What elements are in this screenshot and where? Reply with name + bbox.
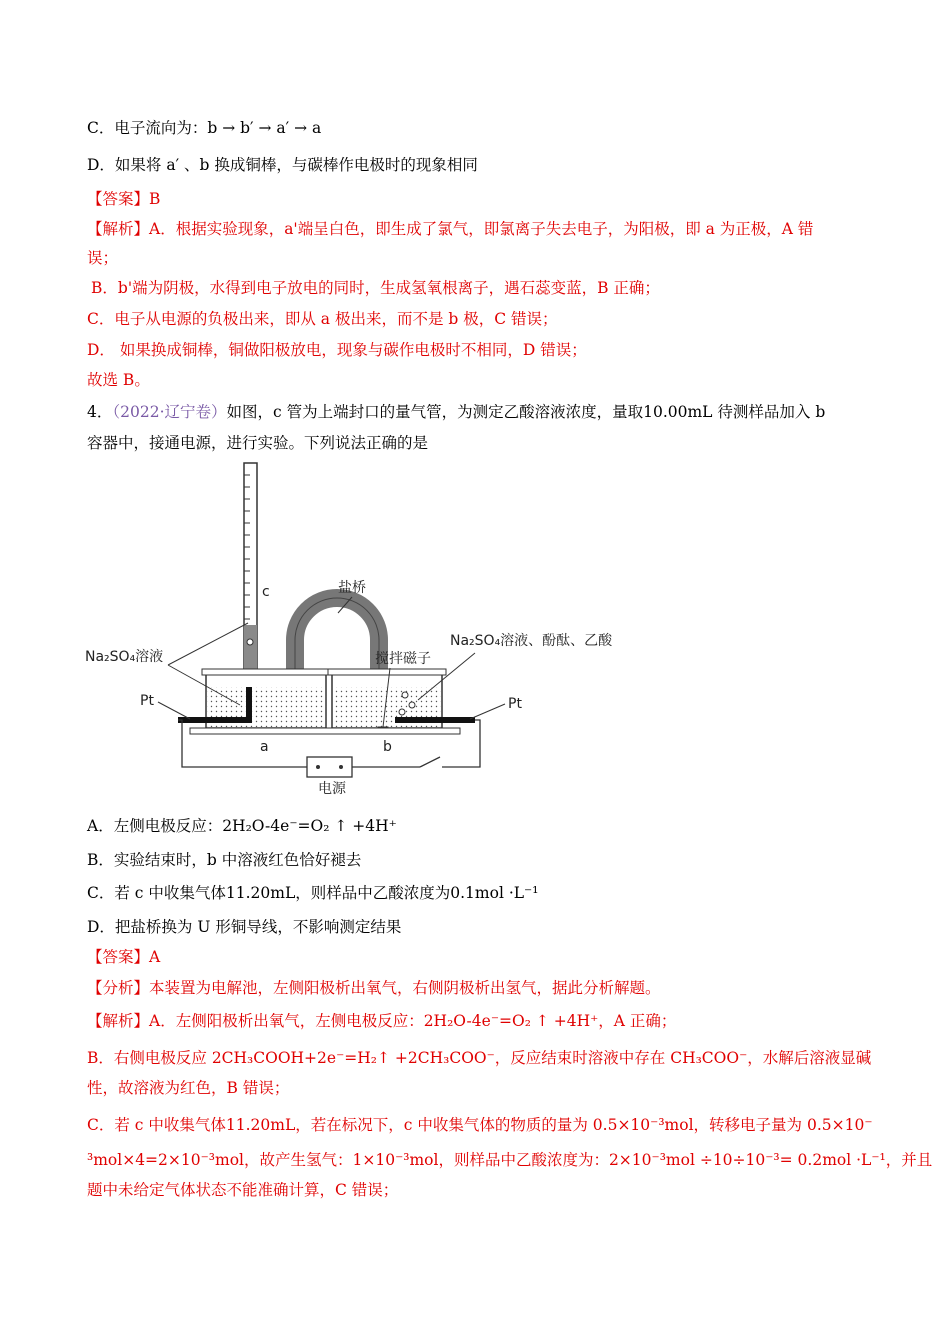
explanation-2-c-cont: ³mol×4=2×10⁻³mol，故产生氢气：1×10⁻³mol，则样品中乙酸浓度为：2×10⁻³mol ÷10÷10⁻³= 0.2mol ·L⁻¹，并且 — [87, 1151, 933, 1169]
circuit-wire-right — [442, 720, 480, 767]
explanation-1-end: 故选 B。 — [87, 371, 150, 389]
label-power: 电源 — [318, 781, 346, 797]
label-a: a — [260, 739, 269, 755]
salt-bridge — [295, 598, 379, 670]
right-pt-electrode — [395, 717, 475, 723]
question-source: （2022·辽宁卷） — [112, 403, 227, 421]
label-stirrer: 搅拌磁子 — [375, 651, 431, 667]
question-text: 如图，c 管为上端封口的量气管，为测定乙酸溶液浓度，量取10.00mL 待测样品加入 b — [226, 403, 826, 421]
label-b: b — [383, 739, 392, 755]
label-left-solution: Na₂SO₄溶液 — [85, 649, 164, 665]
label-pt-right: Pt — [508, 696, 522, 712]
option-b: B．实验结束时，b 中溶液红色恰好褪去 — [87, 851, 362, 869]
option-c: C．若 c 中收集气体11.20mL，则样品中乙酸浓度为0.1mol ·L⁻¹ — [87, 884, 539, 902]
label-c: c — [262, 584, 270, 600]
label-salt-bridge: 盐桥 — [338, 580, 366, 596]
explanation-1-a: 【解析】A．根据实验现象，a'端呈白色，即生成了氯气，即氯离子失去电子，为阳极，即 a 为正极，A 错 — [87, 220, 814, 238]
answer-2: 【答案】A — [87, 948, 161, 966]
explanation-2-a: 【解析】A．左侧阳极析出氧气，左侧电极反应：2H₂O-4e⁻=O₂ ↑ +4H⁺，A 正确； — [87, 1012, 677, 1030]
explanation-2-b-cont: 性，故溶液为红色，B 错误； — [87, 1079, 290, 1097]
option-d-top: D．如果将 a′ 、b 换成铜棒，与碳棒作电极时的现象相同 — [87, 156, 478, 174]
label-right-solution: Na₂SO₄溶液、酚酞、乙酸 — [450, 633, 613, 649]
option-a: A．左侧电极反应：2H₂O-4e⁻=O₂ ↑ +4H⁺ — [87, 817, 397, 835]
answer-1: 【答案】B — [87, 190, 161, 208]
explanation-1-b: B．b'端为阴极，水得到电子放电的同时，生成氢氧根离子，遇石蕊变蓝，B 正确； — [91, 279, 660, 297]
explanation-1-d: D． 如果换成铜棒，铜做阳极放电，现象与碳作电极时不相同，D 错误； — [87, 341, 587, 359]
explanation-1-a-cont: 误； — [87, 249, 119, 267]
question-4-line-1 — [87, 400, 825, 424]
question-4-line-2: 容器中，接通电源，进行实验。下列说法正确的是 — [87, 434, 429, 452]
label-pt-left: Pt — [140, 693, 154, 709]
explanation-2-c: C．若 c 中收集气体11.20mL，若在标况下，c 中收集气体的物质的量为 0.5×10⁻³mol，转移电子量为 0.5×10⁻ — [87, 1116, 873, 1134]
explanation-2-b: B．右侧电极反应 2CH₃COOH+2e⁻=H₂↑ +2CH₃COO⁻，反应结束时溶液中存在 CH₃COO⁻，水解后溶液显碱 — [87, 1049, 872, 1067]
power-source — [307, 757, 352, 777]
explanation-1-c: C．电子从电源的负极出来，即从 a 极出来，而不是 b 极，C 错误； — [87, 310, 558, 328]
option-d: D．把盐桥换为 U 形铜导线，不影响测定结果 — [87, 918, 402, 936]
question-number: 4． — [87, 403, 113, 421]
switch — [420, 757, 440, 767]
analysis-2: 【分析】本装置为电解池，左侧阳极析出氧气，右侧阴极析出氢气，据此分析解题。 — [87, 979, 661, 997]
electrolysis-apparatus-diagram — [80, 455, 640, 805]
explanation-2-c-end: 题中未给定气体状态不能准确计算，C 错误； — [87, 1181, 399, 1199]
option-c-top: C．电子流向为：b → b′ → a′ → a — [87, 119, 322, 137]
